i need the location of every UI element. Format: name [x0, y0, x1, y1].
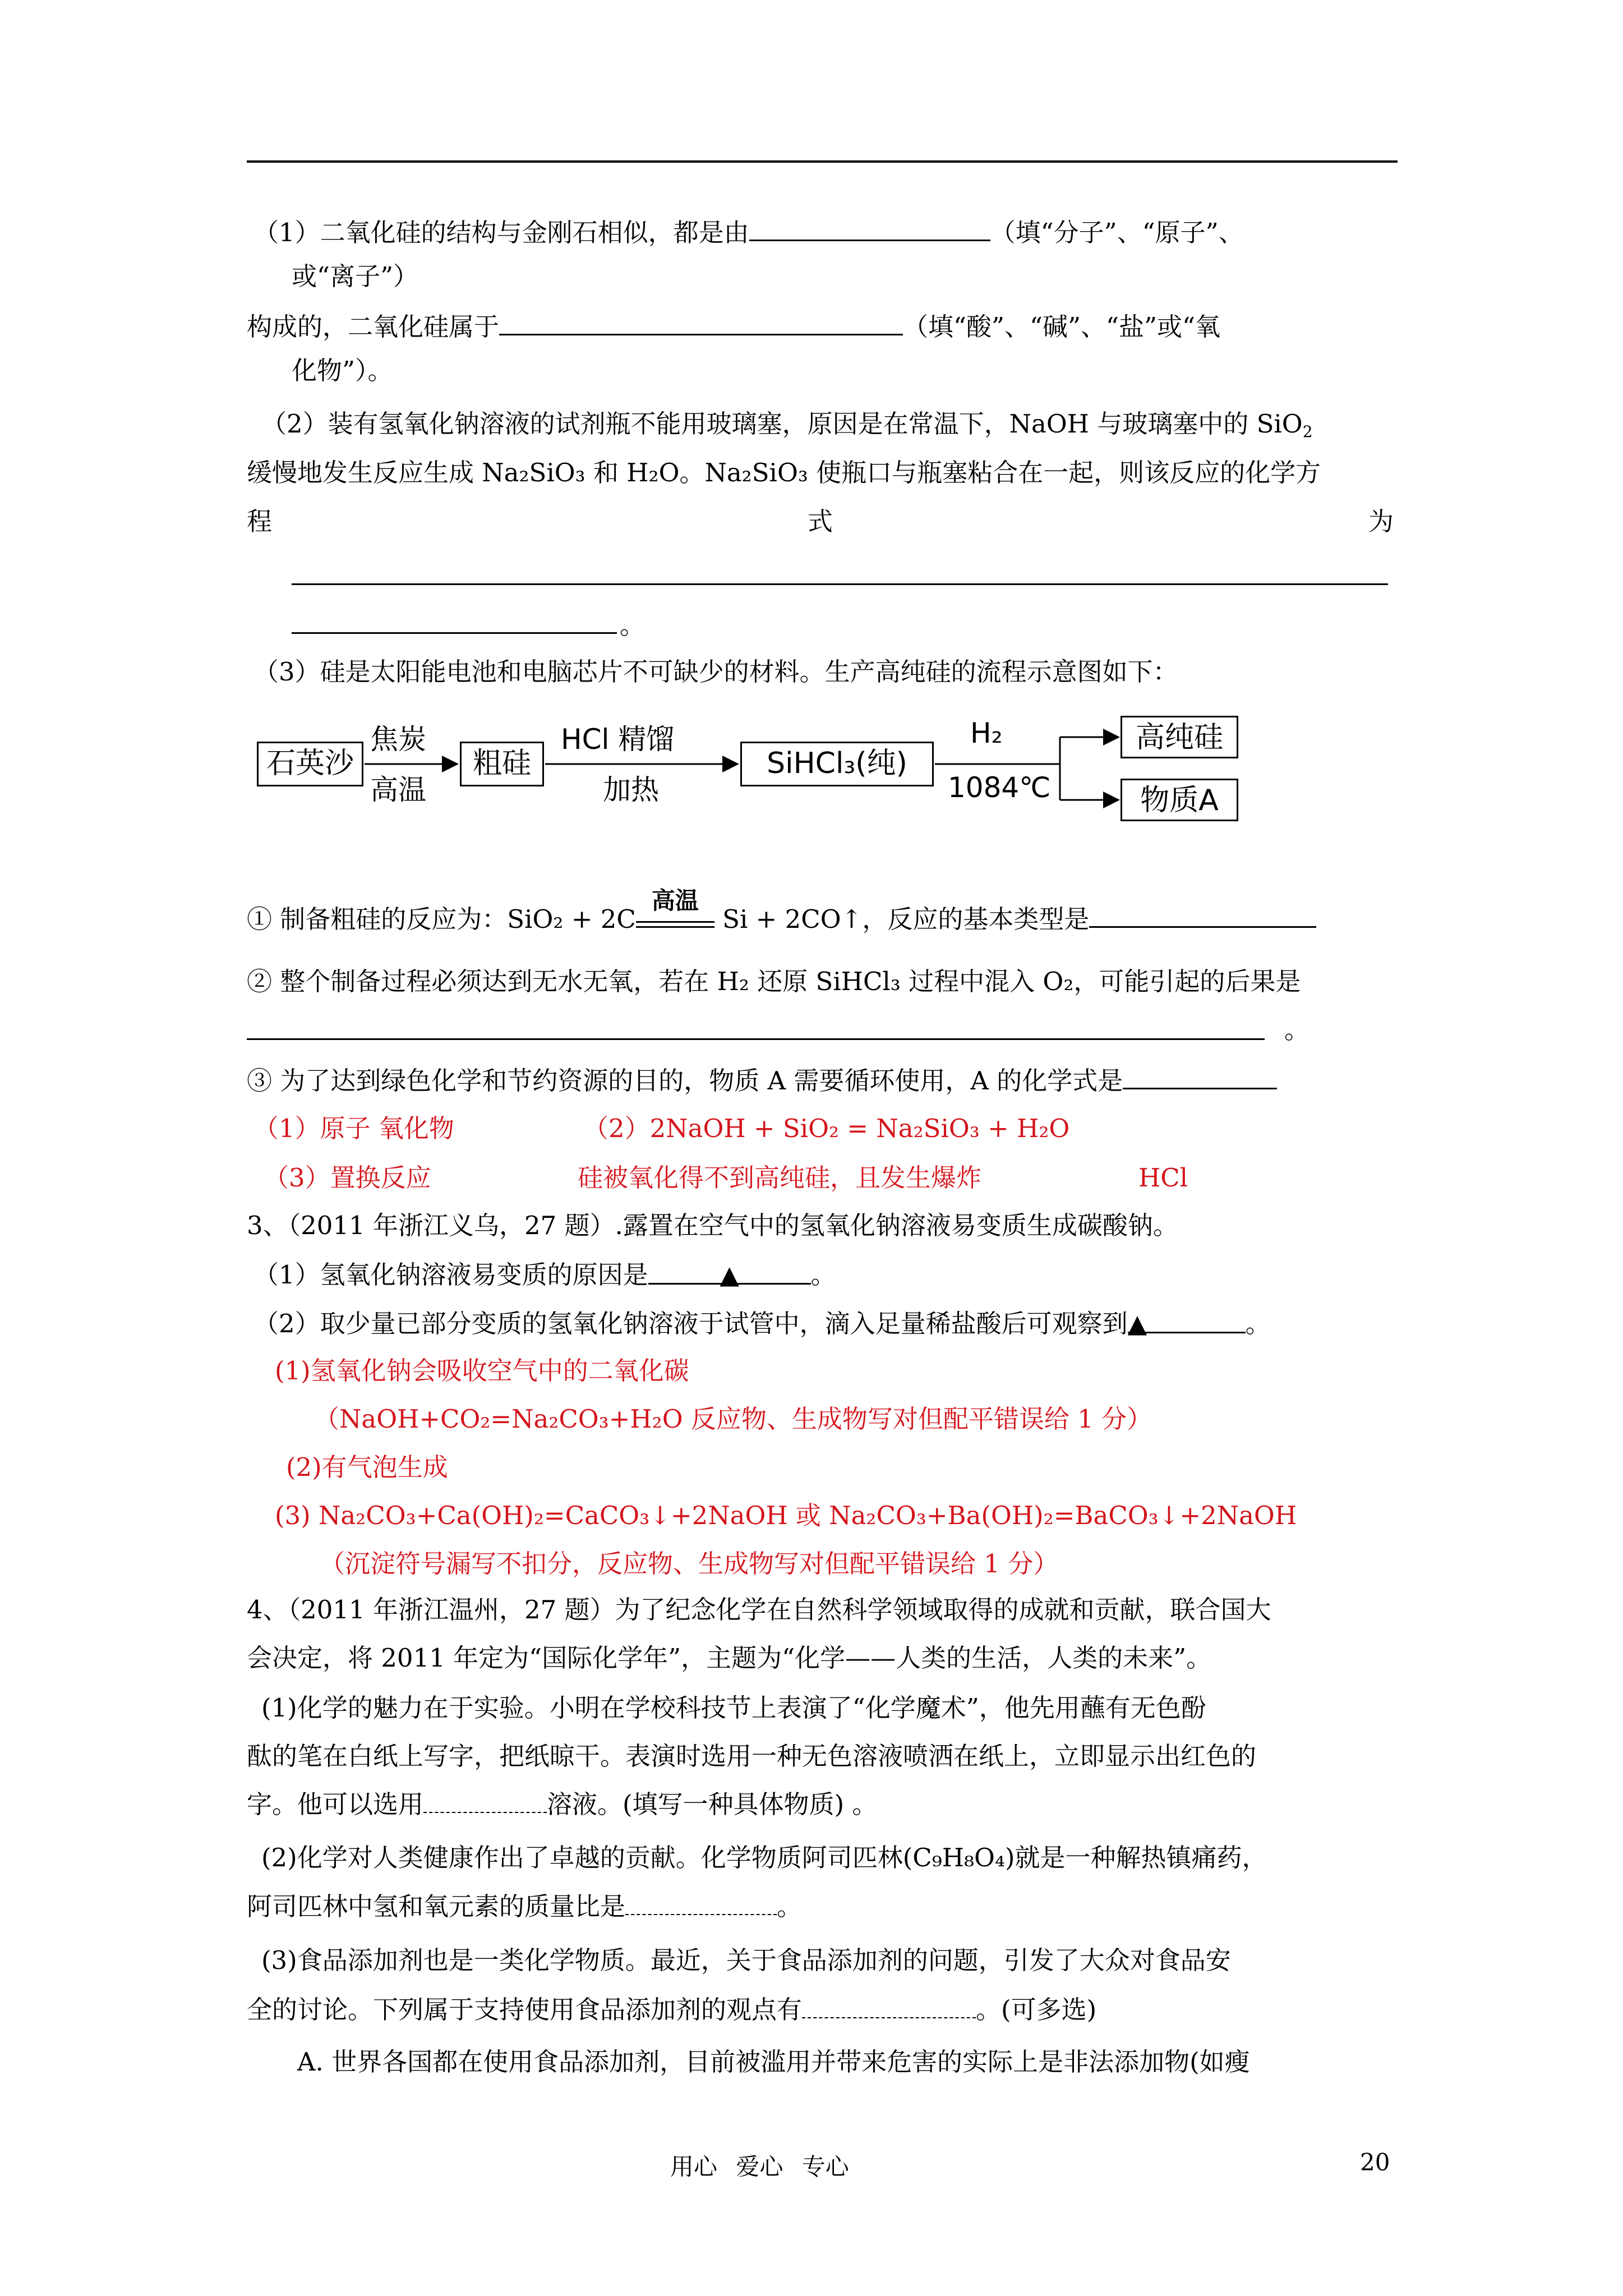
answer-blank[interactable]: ▲ — [1128, 1307, 1246, 1333]
q2-1-line1: （1）二氧化硅的结构与金刚石相似，都是由 （填“分子”、“原子”、 — [253, 215, 1244, 250]
q4-p2-2: 阿司匹林中氢和氧元素的质量比是 。 — [247, 1889, 802, 1924]
q2-3-step2: ② 整个制备过程必须达到无水无氧，若在 H₂ 还原 SiHCl₃ 过程中混入 O₂，可能引起的后果是 — [247, 967, 1301, 996]
flow-arrow1-top: 焦炭 — [370, 723, 426, 756]
q2-3-step3: ③ 为了达到绿色化学和节约资源的目的，物质 A 需要循环使用，A 的化学式是 — [247, 1063, 1277, 1098]
flow-box-crude-si: 粗硅 — [460, 742, 544, 786]
q4-title-2: 会决定，将 2011 年定为“国际化学年”，主题为“化学——人类的生活，人类的未来”。 — [247, 1643, 1212, 1673]
answer-q2-2: （2）2NaOH + SiO₂ = Na₂SiO₃ + H₂O — [583, 1114, 1070, 1143]
answer-blank[interactable] — [802, 1993, 976, 2018]
answer-q2-1: （1）原子 氧化物 — [253, 1114, 454, 1143]
answer-blank[interactable] — [1123, 1063, 1277, 1089]
q2-1-line4: 化物”）。 — [292, 356, 393, 385]
q4-p1-3: 字。他可以选用 溶液。(填写一种具体物质) 。 — [247, 1787, 877, 1821]
q2-2-line2: 缓慢地发生反应生成 Na₂SiO₃ 和 H₂O。Na₂SiO₃ 使瓶口与瓶塞粘合在一起，则该反应的化学方 — [247, 458, 1321, 487]
flow-box-substance-a: 物质A — [1121, 779, 1238, 821]
flow-arrows — [0, 0, 1623, 841]
q2-2-line3: 程 式 为 — [247, 507, 1394, 536]
q4-option-a: A. 世界各国都在使用食品添加剂，目前被滥用并带来危害的实际上是非法添加物(如瘦 — [297, 2047, 1250, 2077]
flow-box-quartz: 石英沙 — [257, 742, 363, 786]
flow-arrow3-bottom: 1084℃ — [948, 771, 1051, 804]
answer-blank[interactable] — [625, 1889, 777, 1915]
answer-q2-3c: HCl — [1138, 1163, 1188, 1193]
answer-q2-3b: 硅被氧化得不到高纯硅，且发生爆炸 — [578, 1163, 982, 1193]
reaction-condition: 高温 — [636, 909, 714, 928]
answer-q3-1b: （NaOH+CO₂=Na₂CO₃+H₂O 反应物、生成物写对但配平错误给 1 分） — [314, 1404, 1152, 1434]
q2-3-intro: （3）硅是太阳能电池和电脑芯片不可缺少的材料。生产高纯硅的流程示意图如下： — [253, 657, 1178, 687]
q4-p3-1: (3)食品添加剂也是一类化学物质。最近，关于食品添加剂的问题，引发了大众对食品安 — [261, 1945, 1231, 1975]
q4-p1-2: 酞的笔在白纸上写字，把纸晾干。表演时选用一种无色溶液喷洒在纸上，立即显示出红色的 — [247, 1741, 1257, 1771]
flow-arrow3-top: H₂ — [970, 717, 1003, 749]
flow-arrow1-bottom: 高温 — [370, 774, 426, 806]
q2-1-line2: 或“离子”） — [292, 261, 419, 291]
answer-q3-1: (1)氢氧化钠会吸收空气中的二氧化碳 — [275, 1356, 689, 1386]
q3-p1: （1）氢氧化钠溶液易变质的原因是 ▲ 。 — [253, 1258, 836, 1292]
answer-q3-3b: （沉淀符号漏写不扣分，反应物、生成物写对但配平错误给 1 分） — [320, 1549, 1059, 1579]
q4-p1-1: (1)化学的魅力在于实验。小明在学校科技节上表演了“化学魔术”，他先用蘸有无色酚 — [261, 1693, 1206, 1723]
answer-line[interactable] — [247, 1038, 1265, 1040]
q4-title-1: 4、（2011 年浙江温州，27 题）为了纪念化学在自然科学领域取得的成就和贡献，联合国大 — [247, 1595, 1271, 1625]
page-number: 20 — [1360, 2148, 1390, 2176]
answer-blank[interactable]: ▲ — [648, 1258, 811, 1285]
flow-box-pure-si: 高纯硅 — [1121, 716, 1238, 758]
q2-1-line3: 构成的，二氧化硅属于 （填“酸”、“碱”、“盐”或“氧 — [247, 309, 1220, 344]
answer-q3-2: (2)有气泡生成 — [286, 1452, 448, 1482]
q2-3-step1: ① 制备粗硅的反应为：SiO₂ + 2C 高温 Si + 2CO↑，反应的基本类型是 — [247, 901, 1316, 936]
q2-2-end: 。 — [620, 610, 645, 640]
flow-arrow2-bottom: 加热 — [603, 774, 659, 806]
flow-arrow2-top: HCl 精馏 — [561, 723, 675, 756]
answer-blank[interactable] — [423, 1787, 547, 1813]
q3-p2: （2）取少量已部分变质的氢氧化钠溶液于试管中，滴入足量稀盐酸后可观察到▲ 。 — [253, 1307, 1271, 1341]
q2-3-step2-end: 。 — [1284, 1015, 1310, 1045]
q4-p2-1: (2)化学对人类健康作出了卓越的贡献。化学物质阿司匹林(C₉H₈O₄)就是一种解热镇痛药， — [261, 1843, 1267, 1872]
footer-motto: 用心 爱心 专心 — [670, 2153, 849, 2180]
flow-box-sihcl3: SiHCl₃(纯) — [740, 742, 934, 786]
answer-q2-3a: （3）置换反应 — [264, 1163, 431, 1193]
answer-blank[interactable] — [1089, 901, 1316, 928]
answer-q3-3: (3) Na₂CO₃+Ca(OH)₂=CaCO₃↓+2NaOH 或 Na₂CO₃+Ba(OH)₂=BaCO₃↓+2NaOH — [275, 1501, 1297, 1530]
q4-p3-2: 全的讨论。下列属于支持使用食品添加剂的观点有 。(可多选) — [247, 1993, 1096, 2027]
q2-2-line1: （2）装有氢氧化钠溶液的试剂瓶不能用玻璃塞，原因是在常温下，NaOH 与玻璃塞中的 SiO$_2$ — [261, 409, 1313, 441]
q3-title: 3、（2011 年浙江义乌，27 题）.露置在空气中的氢氧化钠溶液易变质生成碳酸钠。 — [247, 1211, 1178, 1240]
